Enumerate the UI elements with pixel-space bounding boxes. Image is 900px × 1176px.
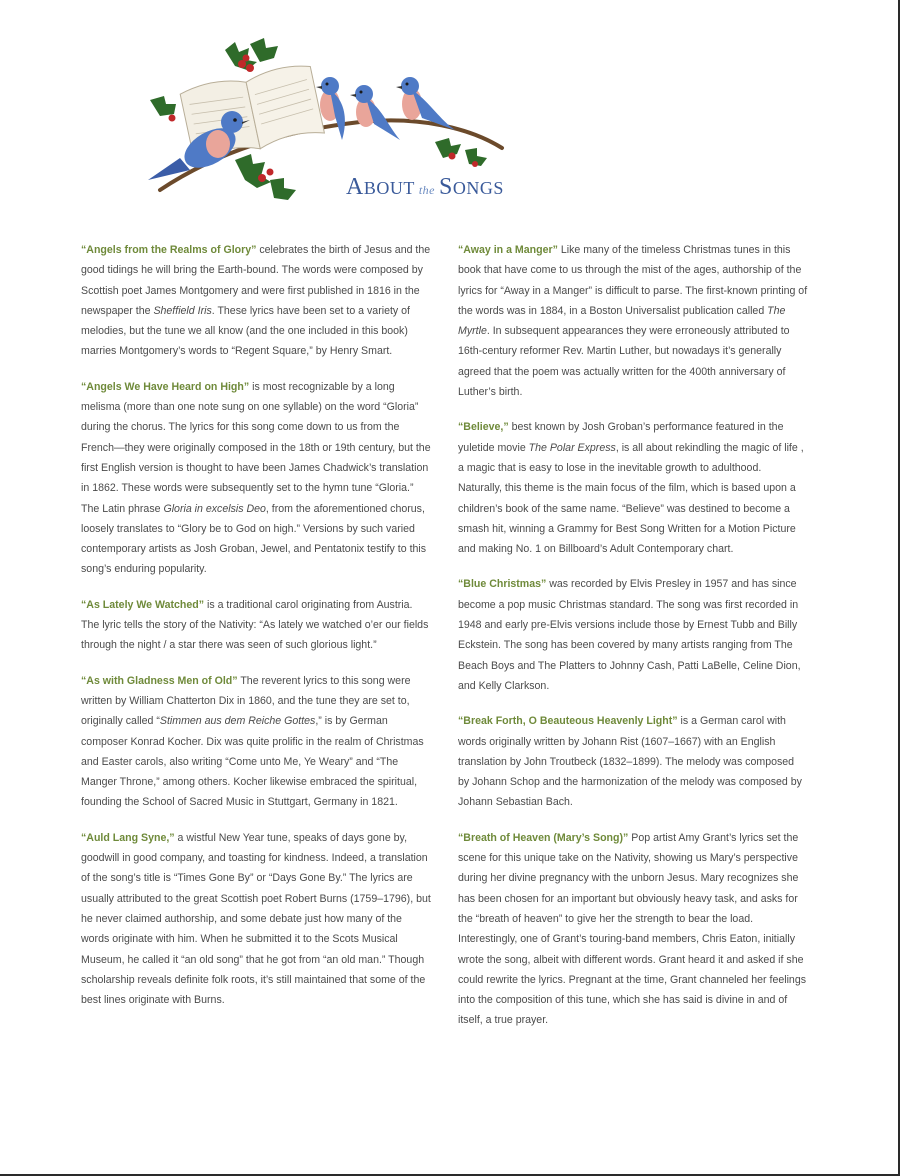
song-entry <box>81 377 431 580</box>
entry-text: Like many of the timeless Christmas tunes in this book that have come to us through the mist of the ages, authorship of the lyrics for “Away in a Manger” is difficult to parse. The first-known printing of the words was in 1884, in a Boston Universalist publication called <box>458 244 808 317</box>
entry-text: best known by Josh Groban’s performance featured in the yuletide movie <box>458 421 784 454</box>
song-title: “Breath of Heaven (Mary’s Song)” <box>458 831 629 844</box>
entry-text: ,” is by German composer Konrad Kocher. Dix was quite prolific in the realm of Christmas and Easter carols, also writing “Come unto Me, Ye Weary” and “The Manger Throne,” among others. Kocher likewise embraced the spiritual, founding the School of Sacred Music in Stuttgart, Germany in 1821. <box>81 715 424 809</box>
entry-text: is most recognizable by a long melisma (more than one note sung on one syllable) on the word “Gloria” during the chorus. The lyrics for this song come down to us from the French—they were originally composed in the 18th or 19th century, but the first English version is thought to have been James Chadwick’s translation in 1862. These words were subsequently set to the hymn tune “Gloria.” The Latin phrase <box>81 380 431 515</box>
song-title: “Away in a Manger” <box>458 244 558 256</box>
song-title: “Auld Lang Syne,” <box>81 831 175 844</box>
entry-text: , is all about rekindling the magic of life , a magic that is easy to lose in the inevitable growth to adulthood. Naturally, this theme is the main focus of the film, which is based upon a children’s book of the same name. “Believe” was destined to become a smash hit, winning a Grammy for Best Song Written for a Motion Picture and making No. 1 on Billboard’s Adult Contemporary chart. <box>458 441 804 556</box>
song-title: “Blue Christmas” <box>458 578 547 591</box>
title-songs: ONGS <box>452 178 504 198</box>
song-entry <box>81 828 431 1011</box>
entry-italic: The Myrtle <box>458 304 786 338</box>
song-title: “As with Gladness Men of Old” <box>81 674 238 687</box>
song-entry <box>81 671 431 813</box>
song-title: “Angels from the Realms of Glory” <box>81 244 257 256</box>
title-cap-a: A <box>346 174 364 200</box>
entry-italic: The Polar Express <box>528 441 616 454</box>
title-about: BOUT <box>363 178 415 198</box>
right-column <box>458 240 808 1046</box>
song-entry <box>81 240 431 362</box>
song-entry <box>458 711 808 812</box>
page-title <box>346 174 504 201</box>
song-entry <box>458 417 808 559</box>
entry-italic: Sheffield Iris <box>153 304 212 317</box>
song-title: “Break Forth, O Beauteous Heavenly Light” <box>458 715 678 728</box>
entry-text: The reverent lyrics to this song were written by William Chatterton Dix in 1860, and the tune they are set to, originally called “ <box>81 674 411 728</box>
song-entry <box>81 595 431 656</box>
song-title: “As Lately We Watched” <box>81 598 205 611</box>
song-entry <box>458 574 808 696</box>
entry-text: is a traditional carol originating from Austria. The lyric tells the story of the Nativity: “As lately we watched o’er our fields through the night / a star there was seen of such glorious light.” <box>81 598 429 652</box>
entry-text: Pop artist Amy Grant’s lyrics set the scene for this unique take on the Nativity, showing us Mary’s perspective during her divine pregnancy with the unborn Jesus. Mary recognizes she has been chosen for an important but obviously heavy task, and asks for the “breath of heaven” to give her the strength to bear the load. Interestingly, one of Grant’s touring-band members, Chris Eaton, initially wrote the song, albeit with different words. Grant heard it and asked if she could rewrite the lyrics. Pregnant at the time, Grant channeled her feelings into the composition of this tune, which she has said is divine in and of itself, a true prayer. <box>458 831 807 1027</box>
title-the: the <box>418 183 436 197</box>
entry-text: was recorded by Elvis Presley in 1957 and has since become a pop music Christmas standard. The song was first recorded in 1948 and early pre-Elvis versions include those by Ernest Tubb and Billy Eckstein. The song has been covered by many artists ranging from The Beach Boys and The Platters to Johnny Cash, Patti LaBelle, Celine Dion, and Kelly Clarkson. <box>458 578 801 692</box>
title-cap-s: S <box>439 174 453 200</box>
song-title: “Believe,” <box>458 421 509 434</box>
entry-italic: Gloria in excelsis Deo <box>163 502 266 515</box>
entry-text: is a German carol with words originally written by Johann Rist (1607–1667) with an English translation by John Troutbeck (1832–1899). The melody was composed by Johann Schop and the harmonization of the melody was composed by Johann Sebastian Bach. <box>458 715 802 809</box>
entry-italic: Stimmen aus dem Reiche Gottes <box>159 715 316 728</box>
entry-text: a wistful New Year tune, speaks of days gone by, goodwill in good company, and toasting for kindness. Indeed, a translation of the song’s title is “Times Gone By” or “Days Gone By.” The lyrics are usually attributed to the great Scottish poet Robert Burns (1759–1796), but he never claimed authorship, and some debate just how many of the words originate with him. When he submitted it to the Scots Musical Museum, he called it “an old song” that he got from “an old man.” Though scholarship reveals definite folk roots, it’s still maintained that some of the best lines originate with Burns. <box>81 831 431 1007</box>
left-column <box>81 240 431 1025</box>
entry-text: celebrates the birth of Jesus and the good tidings he will bring the Earth-bound. The words were composed by Scottish poet James Montgomery and were first published in 1816 in the newspaper the <box>81 244 431 317</box>
entry-text: . In subsequent appearances they were erroneously attributed to 16th-century reformer Rev. Martin Luther, but nowadays it’s generally agreed that the poem was actually written for the 400th anniversary of Luther’s birth. <box>458 325 790 399</box>
song-entry <box>458 828 808 1031</box>
song-entry <box>458 240 808 402</box>
song-title: “Angels We Have Heard on High” <box>81 380 250 393</box>
entry-text: , from the aforementioned chorus, loosely translates to “Glory be to God on high.” Versions by such varied contemporary artists as Josh Groban, Jewel, and Pentatonix testify to this song’s enduring popularity. <box>81 502 427 576</box>
entry-text: . These lyrics have been set to a variety of melodies, but the tune we all know (and the one included in this book) marries Montgomery’s words to “Regent Square,” by Henry Smart. <box>81 304 410 358</box>
